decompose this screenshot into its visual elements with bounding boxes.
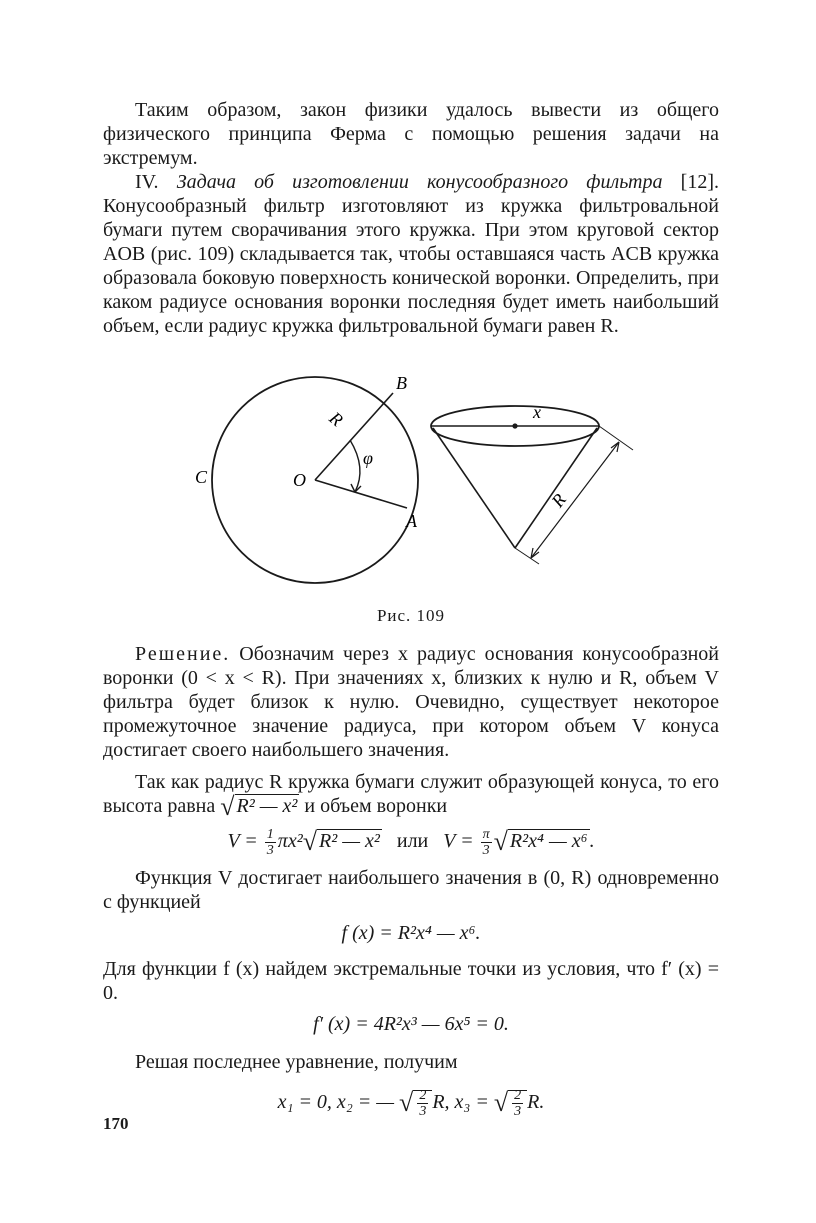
paragraph-solution xyxy=(103,642,719,762)
volume-pi-x2: πx² xyxy=(277,830,303,853)
paragraph-extremum: Для функции f (x) найдем экстремальные точки из условия, что f′ (x) = 0. xyxy=(103,958,719,1004)
figure-caption: Рис. 109 xyxy=(376,606,446,625)
label-phi: φ xyxy=(363,448,373,468)
label-r-circle: R xyxy=(325,407,347,431)
figure-drawing xyxy=(185,356,635,596)
page-content xyxy=(103,98,719,1127)
fraction-two-thirds-2: $\frac{2}{3}$ xyxy=(514,1088,522,1119)
problem-text: [12]. Конусообразный фильтр изготовляют из кружка фильтровальной бумаги путем сворачивания этого кружка. При этом круговой сектор AOB (рис. 109) складывается так, чтобы оставшаяся часть ACB кружка образовала боковую поверхность конической воронки. Определить, при каком радиусе основания воронки последняя будет иметь наибольший объем, если радиус кружка фильтровальной бумаги равен R. xyxy=(103,171,720,337)
formula-roots xyxy=(103,1088,719,1119)
label-a: A xyxy=(406,511,417,531)
roots-part-a: x₁ = 0, x₂ = — xyxy=(277,1091,400,1114)
figure-109 xyxy=(103,356,719,596)
sqrt-icon: √ xyxy=(493,1088,509,1118)
height-text-b: и объем воронки xyxy=(299,795,448,817)
formula-volume xyxy=(103,827,719,858)
sqrt-icon: √ xyxy=(220,792,235,821)
paragraph-fermat: Таким образом, закон физики удалось вывести из общего физического принципа Ферма с помощью решения задачи на экстремум. xyxy=(103,99,719,169)
label-c: C xyxy=(195,467,208,487)
label-r-cone: R xyxy=(547,489,570,511)
height-text-a: Так как радиус R кружка бумаги служит образующей конуса, то его высота равна xyxy=(103,771,719,817)
fraction-one-third: $\frac{1}{3}$ xyxy=(266,827,274,858)
volume-period: . xyxy=(589,830,595,853)
paragraph-height xyxy=(103,770,719,819)
word-or: или xyxy=(396,830,429,853)
volume-lhs-2: V = xyxy=(443,830,479,853)
radius-ob xyxy=(315,393,393,480)
cone-center xyxy=(512,423,517,428)
paragraph-function: Функция V достигает наибольшего значения в (0, R) одновременно с функцией xyxy=(103,867,719,913)
sqrt-icon: √ xyxy=(493,827,508,857)
volume-radicand-2: R²x⁴ — x⁶ xyxy=(509,830,588,853)
page-number: 170 xyxy=(103,1114,129,1133)
solution-text: Обозначим через x радиус основания конусообразной воронки (0 < x < R). При значениях x, близких к нулю и R, объем V фильтра будет близок к нулю. Очевидно, существует некоторое промежуточное значение радиуса, при котором объем V конуса достигает своего наибольшего значения. xyxy=(103,643,719,761)
sqrt-icon: √ xyxy=(399,1088,414,1118)
volume-radicand-1: R² — x² xyxy=(318,830,380,853)
problem-title: Задача об изготовлении конусообразного фильтра xyxy=(176,171,663,193)
formula-f-prime: f′ (x) = 4R²x³ — 6x⁵ = 0. xyxy=(313,1013,509,1035)
label-x: x xyxy=(533,402,541,422)
formula-f: f (x) = R²x⁴ — x⁶. xyxy=(341,922,481,944)
solution-lead: Решение. xyxy=(135,643,231,665)
paragraph-solving: Решая последнее уравнение, получим xyxy=(135,1051,458,1073)
radius-oa xyxy=(315,480,407,508)
label-b: B xyxy=(396,373,407,393)
dim-extension-bottom xyxy=(515,548,539,564)
fraction-two-thirds-1: $\frac{2}{3}$ xyxy=(419,1088,427,1119)
problem-number: IV. xyxy=(135,171,177,193)
fraction-pi-third: $\frac{\pi}{3}$ xyxy=(482,827,490,858)
roots-part-b: R, x₃ = xyxy=(432,1091,494,1114)
paragraph-problem xyxy=(103,170,719,338)
label-o: O xyxy=(293,470,306,490)
sqrt-icon: √ xyxy=(302,827,317,857)
height-radicand: R² — x² xyxy=(236,795,298,817)
volume-lhs: V = xyxy=(227,830,263,853)
roots-part-c: R. xyxy=(527,1091,545,1114)
